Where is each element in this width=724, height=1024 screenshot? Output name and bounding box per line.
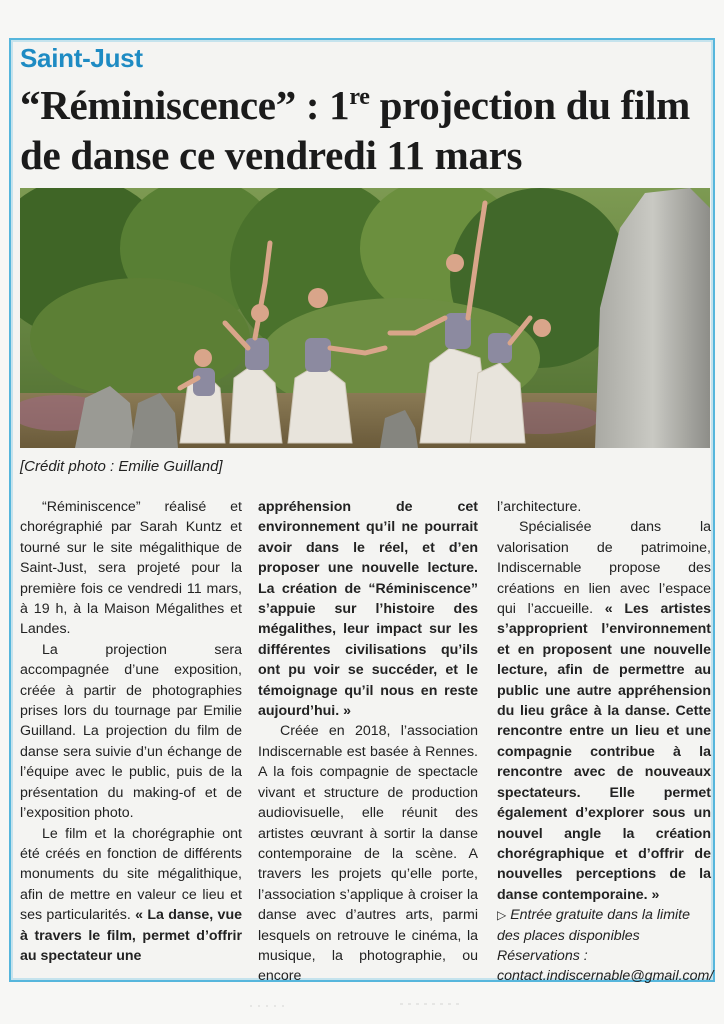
paragraph: l’architecture. — [497, 499, 582, 515]
column-2 — [258, 497, 478, 987]
paragraph — [20, 824, 242, 967]
paragraph-text: Le film et la chorégraphie ont été créés en fonction de différents monuments du site mégalithique, afin de mettre en valeur ce lieu et ses particularités. — [20, 825, 242, 924]
paragraph-text: Spécialisée dans la valorisation de patrimoine, Indiscernable propose des créations en lien avec l’espace qui l’accueille. — [497, 519, 711, 618]
section-title: Saint-Just — [20, 43, 143, 73]
dancers-photo-illustration — [20, 188, 710, 448]
headline-part1: “Réminiscence” : 1 — [20, 82, 350, 128]
quote-continuation: appréhension de cet environnement qu’il ne pourrait avoir dans le réel, et d’en proposer une nouvelle lecture. La création de “Réminiscence” s’appuie sur l’histoire des mégalithes, leur impact sur les différentes civilisations qu’ils ont pu voir se succéder, et le témoignage qu’il nous en reste aujourd’hui. » — [258, 499, 478, 720]
headline-part2: projection du film de danse ce vendredi 11 mars — [20, 82, 691, 178]
info-reservation: Réservations : contact.indiscernable@gmail.com/ — [497, 947, 714, 985]
paragraph — [497, 517, 711, 905]
paragraph: “Réminiscence” réalisé et chorégraphié par Sarah Kuntz et tourné sur le site mégalithique de Saint-Just, sera projeté pour la première fois ce vendredi 11 mars, à 19 h, à la Maison Mégalithes et Landes. — [20, 499, 242, 638]
triangle-icon: ▷ — [497, 908, 507, 923]
column-1 — [20, 497, 242, 966]
scan-artifact — [250, 1000, 480, 1010]
column-3 — [497, 497, 714, 987]
headline-superscript: re — [349, 84, 370, 110]
headline — [20, 80, 710, 180]
photo-credit: [Crédit photo : Emilie Guilland] — [20, 458, 223, 475]
info-entry: Entrée gratuite dans la limite des places disponibles — [497, 907, 690, 944]
practical-info — [497, 905, 714, 987]
quote-text: « Les artistes s’approprient l’environnement et en proposent une nouvelle lecture, afin de permettre au public une autre appréhension du lieu grâce à la danse. Cette rencontre entre un lieu et une compagnie contribue à la rencontre avec de nouveaux spectateurs. Elle permet également d’explorer sous un nouvel angle la création chorégraphique et d’offrir de nouvelles perceptions de la danse contemporaine. » — [497, 601, 711, 903]
article-photo — [20, 188, 710, 448]
paragraph: Créée en 2018, l’association Indiscernable est basée à Rennes. A la fois compagnie de spectacle vivant et structure de production audiovisuelle, elle réunit des artistes œuvrant à sortir la danse contemporaine de la scène. A travers les projets qu’elle porte, l’association s’applique à croiser la danse avec d’autres arts, parmi lesquels on retrouve le cinéma, la musique, la photographie, ou encore — [258, 723, 478, 985]
quote-text: « La danse, vue à travers le film, permet d’offrir au spectateur une — [20, 907, 242, 964]
paragraph: La projection sera accompagnée d’une exposition, créée à partir de photographies prises lors du tournage par Emilie Guilland. La projection du film de danse sera suivie d’un échange de l’équipe avec le public, puis de la présentation du making-of et de l’exposition photo. — [20, 641, 242, 822]
